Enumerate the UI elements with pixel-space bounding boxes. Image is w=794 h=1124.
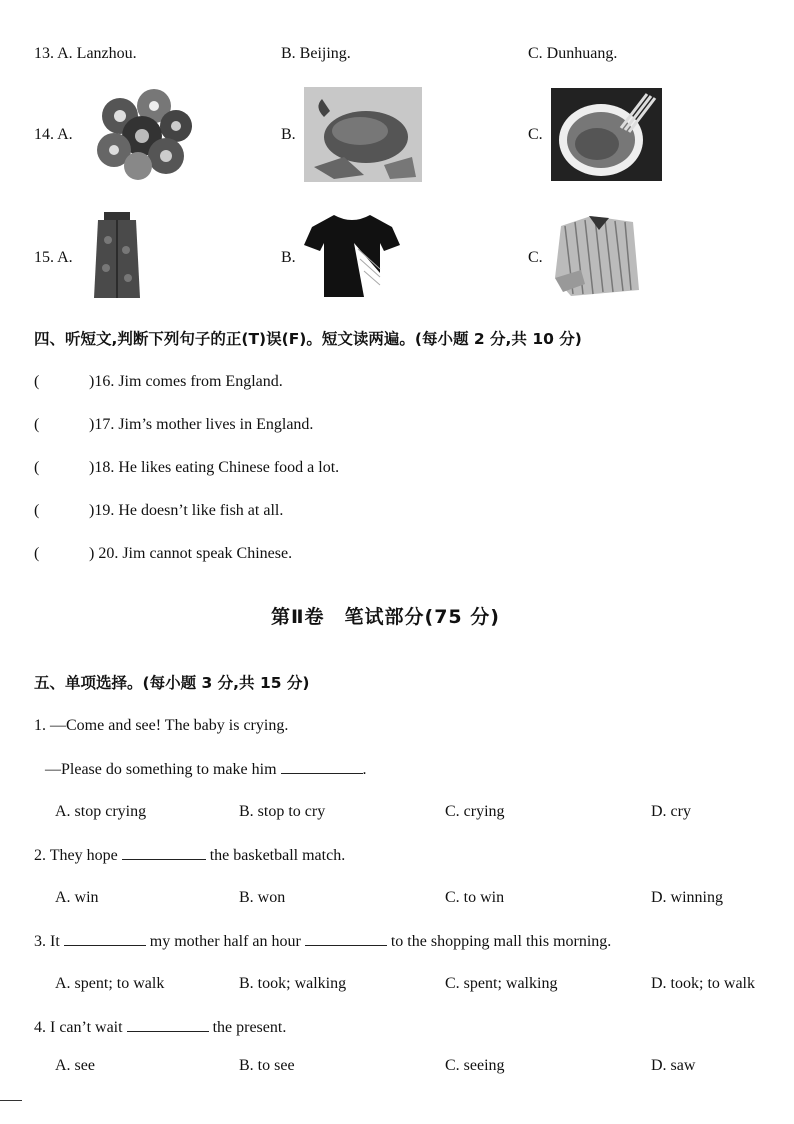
q4-option-c: C. seeing [445, 1057, 505, 1074]
t-shirt-image [304, 213, 400, 297]
q1-line2 [45, 759, 367, 780]
q4-option-d: D. saw [651, 1057, 696, 1074]
q15-label-b: B. [281, 249, 296, 266]
q2-option-c: C. to win [445, 889, 505, 906]
q1-option-b: B. stop to cry [239, 803, 326, 820]
q1-line2-end: . [362, 761, 367, 778]
q15-label-c: C. [528, 249, 543, 266]
q2-stem [34, 845, 345, 866]
part2-title: 第Ⅱ卷 笔试部分(75 分) [271, 606, 500, 628]
q3-option-d: D. took; to walk [651, 975, 755, 992]
q3-answer-blank-2 [305, 931, 387, 946]
q3-stem-mid: my mother half an hour [149, 933, 301, 950]
q4-answer-blank [127, 1017, 209, 1032]
q14-label-a: 14. A. [34, 126, 73, 143]
noodle-soup-image [551, 88, 662, 181]
q4-option-a: A. see [55, 1057, 95, 1074]
answer-paren-20: ( [34, 545, 40, 562]
q3-option-a: A. spent; to walk [55, 975, 165, 992]
q2-stem-pre: 2. They hope [34, 847, 118, 864]
answer-paren-17: ( [34, 416, 40, 433]
q1-line1: 1. —Come and see! The baby is crying. [34, 717, 289, 734]
q2-option-a: A. win [55, 889, 99, 906]
roast-duck-image [304, 87, 422, 182]
q2-option-d: D. winning [651, 889, 723, 906]
q3-answer-blank-1 [64, 931, 146, 946]
q1-line2-text: —Please do something to make him [45, 761, 277, 778]
page-edge-mark [0, 1100, 22, 1101]
answer-paren-18: ( [34, 459, 40, 476]
q4-option-b: B. to see [239, 1057, 295, 1074]
q4-stem-pre: 4. I can’t wait [34, 1019, 123, 1036]
q3-stem-pre: 3. It [34, 933, 60, 950]
section4-heading: 四、听短文,判断下列句子的正(T)误(F)。短文读两遍。(每小题 2 分,共 10 分) [34, 330, 582, 348]
q3-stem-post: to the shopping mall this morning. [390, 933, 612, 950]
statement-17: )17. Jim’s mother lives in England. [89, 416, 314, 433]
q14-label-b: B. [281, 126, 296, 143]
q13-option-c: C. Dunhuang. [528, 45, 618, 62]
q13-option-b: B. Beijing. [281, 45, 351, 62]
q2-stem-post: the basketball match. [209, 847, 346, 864]
q1-option-a: A. stop crying [55, 803, 147, 820]
answer-paren-19: ( [34, 502, 40, 519]
section5-heading: 五、单项选择。(每小题 3 分,共 15 分) [34, 674, 310, 692]
statement-20: ) 20. Jim cannot speak Chinese. [89, 545, 293, 562]
q1-option-c: C. crying [445, 803, 505, 820]
q14-label-c: C. [528, 126, 543, 143]
donuts-image [92, 86, 196, 184]
q3-stem [34, 931, 611, 952]
q13-option-a: 13. A. Lanzhou. [34, 45, 137, 62]
answer-paren-16: ( [34, 373, 40, 390]
chinese-jacket-image [92, 210, 142, 301]
statement-18: )18. He likes eating Chinese food a lot. [89, 459, 340, 476]
q1-option-d: D. cry [651, 803, 691, 820]
statement-16: )16. Jim comes from England. [89, 373, 283, 390]
q4-stem [34, 1017, 286, 1038]
q15-label-a: 15. A. [34, 249, 73, 266]
shirt-image [551, 212, 643, 299]
q1-answer-blank [281, 759, 363, 774]
q3-option-c: C. spent; walking [445, 975, 558, 992]
q4-stem-post: the present. [212, 1019, 287, 1036]
q2-option-b: B. won [239, 889, 286, 906]
q3-option-b: B. took; walking [239, 975, 347, 992]
statement-19: )19. He doesn’t like fish at all. [89, 502, 284, 519]
q2-answer-blank [122, 845, 206, 860]
